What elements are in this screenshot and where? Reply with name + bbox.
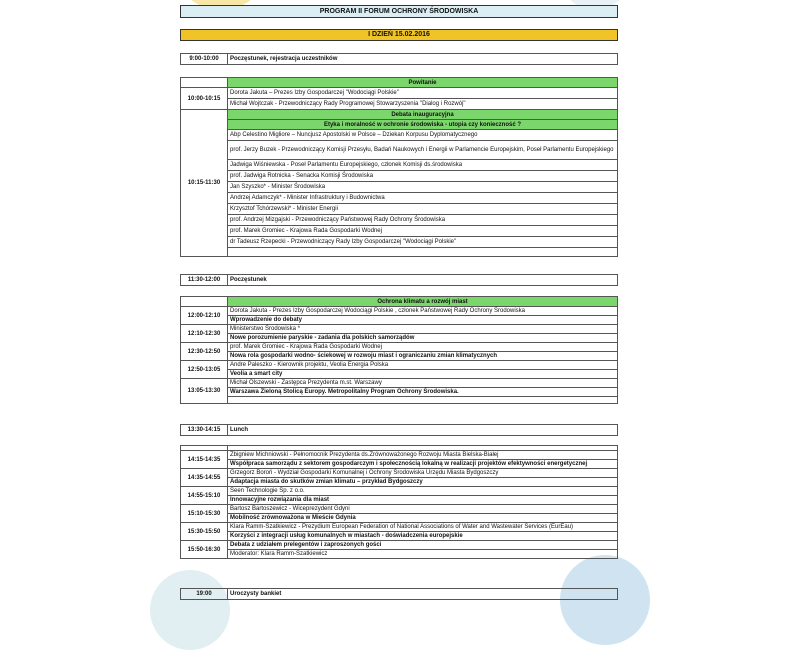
- table-row: [181, 469, 618, 478]
- table-row: [181, 248, 618, 257]
- registration-table: [180, 53, 618, 65]
- topic-cell: Korzyści z integracji usług komunalnych w miastach - doświadczenia europejskie: [228, 532, 618, 541]
- speaker-cell: Andrzej Adamczyk* - Minister Infrastruktury i Budownictwa: [228, 193, 618, 204]
- lunch-text: Lunch: [228, 425, 618, 436]
- time-cell: 10:15-11:30: [181, 110, 228, 257]
- program-page: [180, 0, 620, 600]
- speaker-cell: Michał Wojtczak - Przewodniczący Rady Programowej Stowarzyszenia "Dialog i Rozwój": [228, 99, 618, 110]
- table-row: [181, 325, 618, 334]
- debate-subheading-row: [181, 120, 618, 130]
- time-cell: 13:30-14:15: [181, 425, 228, 436]
- break-row: [181, 275, 618, 286]
- time-cell: 15:50-16:30: [181, 541, 228, 559]
- table-row: [181, 352, 618, 361]
- time-cell: 12:10-12:30: [181, 325, 228, 343]
- speaker-cell: Krzysztof Tchórzewski* - Minister Energii: [228, 204, 618, 215]
- lunch-row: [181, 425, 618, 436]
- time-cell: 19:00: [181, 589, 228, 600]
- table-row: [181, 215, 618, 226]
- time-cell-empty: [181, 78, 228, 88]
- empty-cell: [228, 397, 618, 404]
- topic-cell: Nowe porozumienie paryskie - zadania dla polskich samorządów: [228, 334, 618, 343]
- topic-cell: Współpraca samorządu z sektorem gospodarczym i społecznością lokalną w realizacji projektów efektywności energetycznej: [228, 460, 618, 469]
- table-row: [181, 379, 618, 388]
- program-title: PROGRAM II FORUM OCHRONY ŚRODOWISKA: [180, 5, 618, 18]
- topic-cell: Wprowadzenie do debaty: [228, 316, 618, 325]
- table-row: [181, 193, 618, 204]
- table-row: [181, 478, 618, 487]
- table-row: [181, 237, 618, 248]
- speaker-cell: prof. Jerzy Buzek - Przewodniczący Komisji Przesyłu, Badań Naukowych i Energii w Parlamencie Europejskim, Poseł Parlamentu Europejskiego: [228, 141, 618, 160]
- banquet-table: [180, 588, 618, 600]
- banquet-text: Uroczysty bankiet: [228, 589, 618, 600]
- registration-row: [181, 54, 618, 65]
- speaker-cell: prof. Marek Gromiec - Krajowa Rada Gospodarki Wodnej: [228, 343, 618, 352]
- speaker-cell: prof. Marek Gromiec - Krajowa Rada Gospodarki Wodnej: [228, 226, 618, 237]
- welcome-heading: Powitanie: [228, 78, 618, 88]
- topic-cell: Warszawa Zieloną Stolicą Europy. Metropolitalny Program Ochrony Środowiska.: [228, 388, 618, 397]
- speaker-cell: prof. Jadwiga Rotnicka - Senacka Komisji Środowiska: [228, 171, 618, 182]
- table-row: [181, 451, 618, 460]
- table-row: [181, 514, 618, 523]
- speaker-cell: Klara Ramm-Szatkiewicz - Prezydium European Federation of National Associations of Water and Wastewater Services (EurEau): [228, 523, 618, 532]
- table-row: [181, 226, 618, 237]
- debate-heading-row: [181, 110, 618, 120]
- climate-table: [180, 296, 618, 404]
- table-row: [181, 487, 618, 496]
- speaker-cell: Debata z udziałem prelegentów i zaproszonych gości: [228, 541, 618, 550]
- topic-cell: Mobilność zrównoważona w Mieście Gdynia: [228, 514, 618, 523]
- time-cell: 11:30-12:00: [181, 275, 228, 286]
- table-row: [181, 370, 618, 379]
- time-cell: 13:05-13:30: [181, 379, 228, 404]
- speaker-cell: Dorota Jakuta - Prezes Izby Gospodarczej Wodociągi Polskie , członek Państwowej Rady Ochrony Środowiska: [228, 307, 618, 316]
- table-row: [181, 388, 618, 397]
- empty-cell: [228, 248, 618, 257]
- time-cell: 12:00-12:10: [181, 307, 228, 325]
- afternoon-table: [180, 445, 618, 559]
- time-cell-empty: [181, 297, 228, 307]
- speaker-cell: Ministerstwo Środowiska *: [228, 325, 618, 334]
- table-row: [181, 550, 618, 559]
- time-cell: 15:10-15:30: [181, 505, 228, 523]
- table-row: [181, 532, 618, 541]
- topic-cell: Innowacyjne rozwiązania dla miast: [228, 496, 618, 505]
- table-row: [181, 204, 618, 215]
- day-header: I DZIEŃ 15.02.2016: [180, 29, 618, 41]
- lunch-table: [180, 424, 618, 436]
- topic-cell: Nowa rola gospodarki wodno- ściekowej w rozwoju miast i ograniczaniu zmian klimatycznych: [228, 352, 618, 361]
- time-cell: 15:30-15:50: [181, 523, 228, 541]
- time-cell: 9:00-10:00: [181, 54, 228, 65]
- table-row: [181, 182, 618, 193]
- speaker-cell: Dorota Jakuta – Prezes Izby Gospodarczej "Wodociągi Polskie": [228, 88, 618, 99]
- table-row: [181, 316, 618, 325]
- table-row: [181, 130, 618, 141]
- time-cell: 14:15-14:35: [181, 451, 228, 469]
- time-cell: 10:00-10:15: [181, 88, 228, 110]
- speaker-cell: prof. Andrzej Mizgajski - Przewodniczący Państwowej Rady Ochrony Środowiska: [228, 215, 618, 226]
- speaker-cell: Abp Celestino Migliore – Nuncjusz Apostolski w Polsce – Dziekan Korpusu Dyplomatycznego: [228, 130, 618, 141]
- table-row: [181, 343, 618, 352]
- opening-table: [180, 77, 618, 257]
- speaker-cell: Andre Paleszko - Kierownik projektu, Veolia Energia Polska: [228, 361, 618, 370]
- table-row: [181, 160, 618, 171]
- speaker-cell: Jadwiga Wiśniewska - Poseł Parlamentu Europejskiego, członek Komisji ds.środowiska: [228, 160, 618, 171]
- table-row: [181, 496, 618, 505]
- time-cell: 14:55-15:10: [181, 487, 228, 505]
- table-row: [181, 88, 618, 99]
- welcome-heading-row: [181, 78, 618, 88]
- banquet-row: [181, 589, 618, 600]
- table-row: [181, 460, 618, 469]
- table-row: [181, 361, 618, 370]
- speaker-cell: Michał Olszewski - Zastępca Prezydenta m.st. Warszawy: [228, 379, 618, 388]
- table-row: [181, 505, 618, 514]
- table-row: [181, 171, 618, 182]
- table-row: [181, 523, 618, 532]
- speaker-cell: Zbigniew Michniowski - Pełnomocnik Prezydenta ds.Zrównoważonego Rozwoju Miasta Bielska-Białej: [228, 451, 618, 460]
- speaker-cell: dr Tadeusz Rzepecki - Przewodniczący Rady Izby Gospodarczej "Wodociągi Polskie": [228, 237, 618, 248]
- time-cell: 12:50-13:05: [181, 361, 228, 379]
- speaker-cell: Bartosz Bartoszewicz - Wiceprezydent Gdyni: [228, 505, 618, 514]
- topic-cell: Moderator: Klara Ramm-Szatkiewicz: [228, 550, 618, 559]
- registration-text: Poczęstunek, rejestracja uczestników: [228, 54, 618, 65]
- topic-cell: Adaptacja miasta do skutków zmian klimatu – przykład Bydgoszczy: [228, 478, 618, 487]
- break-text: Poczęstunek: [228, 275, 618, 286]
- speaker-cell: Grzegorz Boroń - Wydział Gospodarki Komunalnej i Ochrony Środowiska Urzędu Miasta Bydgoszczy: [228, 469, 618, 478]
- debate-heading: Debata inauguracyjna: [228, 110, 618, 120]
- speaker-cell: Jan Szyszko* - Minister Środowiska: [228, 182, 618, 193]
- climate-heading: Ochrona klimatu a rozwój miast: [228, 297, 618, 307]
- table-row: [181, 334, 618, 343]
- climate-heading-row: [181, 297, 618, 307]
- time-cell: 12:30-12:50: [181, 343, 228, 361]
- table-row: [181, 99, 618, 110]
- topic-cell: Veolia a smart city: [228, 370, 618, 379]
- speaker-cell: Seen Technologie Sp. z o.o.: [228, 487, 618, 496]
- time-cell: 14:35-14:55: [181, 469, 228, 487]
- break-table: [180, 274, 618, 286]
- table-row: [181, 307, 618, 316]
- debate-subheading: Etyka i moralność w ochronie środowiska - utopia czy konieczność ?: [228, 120, 618, 130]
- table-row: [181, 397, 618, 404]
- table-row: [181, 141, 618, 160]
- table-row: [181, 541, 618, 550]
